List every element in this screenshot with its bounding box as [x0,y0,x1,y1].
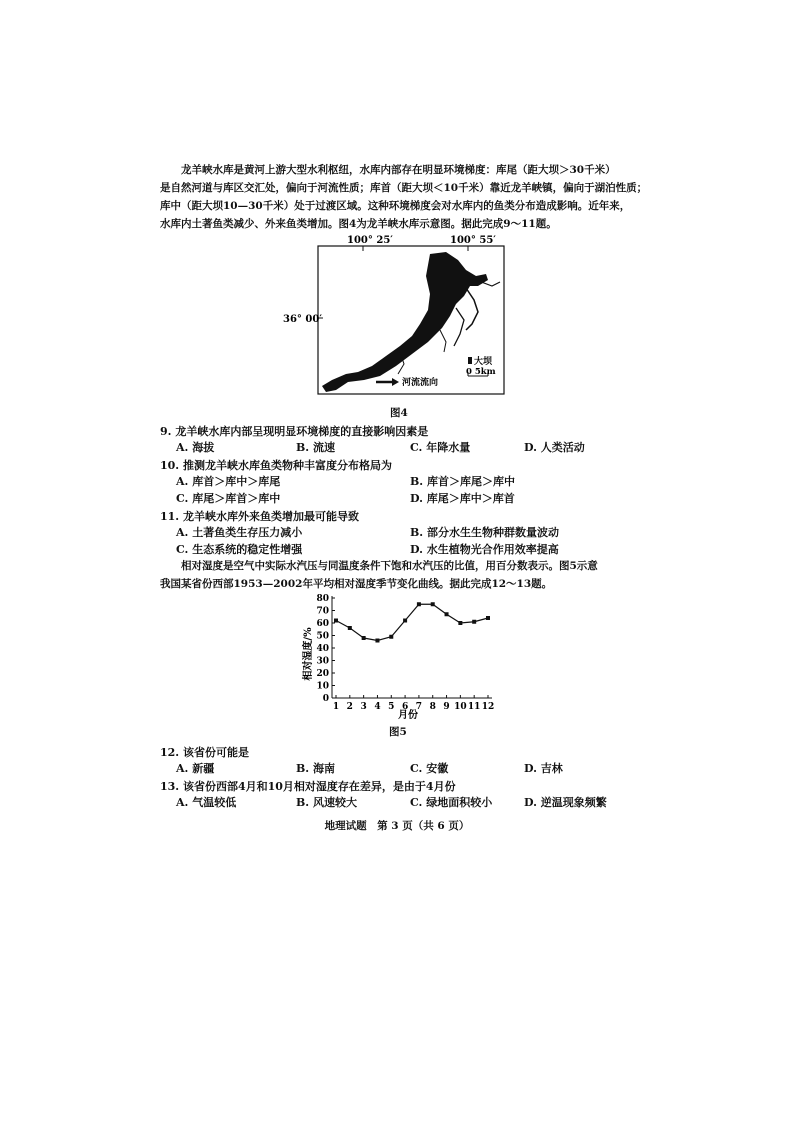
q11-option-d: D. 水生植物光合作用效率提高 [410,543,559,556]
chart-y-tick-label: 10 [316,681,329,692]
q13-option-b: B. 风速较大 [296,796,357,809]
q10-option-a: A. 库首＞库中＞库尾 [176,475,281,488]
q13-option-a: A. 气温较低 [176,796,237,809]
chart-series-line [336,604,488,640]
q11-option-a: A. 土著鱼类生存压力减小 [176,526,303,539]
dam-legend-label: 大坝 [474,357,493,367]
chart-data-point [403,619,407,623]
passage-line: 我国某省份西部1953—2002年平均相对湿度季节变化曲线。据此完成12～13题。 [160,578,553,590]
chart-data-point [472,620,476,624]
q9-option-d: D. 人类活动 [524,441,585,454]
question-11-stem: 11. 龙羊峡水库外来鱼类增加最可能导致 [160,510,359,523]
chart-data-point [431,602,435,606]
longitude-label-left: 100° 25′ [347,235,393,246]
q9-option-c: C. 年降水量 [410,441,471,454]
passage-humidity [160,557,640,593]
question-12-stem: 12. 该省份可能是 [160,746,249,759]
chart-y-tick-label: 20 [316,669,329,679]
q10-option-b: B. 库首＞库尾＞库中 [410,475,515,488]
chart-x-tick-label: 10 [454,702,467,712]
q11-option-b: B. 部分水生生物种群数量波动 [410,526,559,539]
dam-legend-icon [468,357,472,364]
chart-data-point [389,635,393,639]
chart-y-tick-label: 80 [316,594,329,604]
question-9-stem: 9. 龙羊峡水库内部呈现明显环境梯度的直接影响因素是 [160,425,429,438]
chart-y-tick-label: 50 [316,631,329,642]
q9-option-b: B. 流速 [296,441,335,454]
passage-line: 相对湿度是空气中实际水汽压与同温度条件下饱和水汽压的比值，用百分数表示。图5示意 [181,560,598,572]
humidity-chart [298,590,498,722]
chart-y-tick-label: 40 [316,644,329,654]
chart-data-point [417,602,421,606]
q9-option-a: A. 海拔 [176,441,215,454]
chart-x-axis-label: 月份 [398,710,418,721]
passage-line: 库中（距大坝10—30千米）处于过渡区域。这种环境梯度会对水库内的鱼类分布造成影响。近年来， [160,200,631,212]
chart-y-tick-label: 0 [322,694,329,704]
q13-option-c: C. 绿地面积较小 [410,796,493,809]
chart-x-tick-label: 2 [346,702,353,712]
chart-x-tick-label: 9 [443,702,450,712]
longitude-label-right: 100° 55′ [450,235,496,246]
page-footer: 地理试题 第 3 页（共 6 页） [324,820,470,832]
chart-data-point [334,619,338,623]
chart-marks [334,602,490,642]
chart-x-tick-label: 12 [481,702,495,712]
chart-axes [316,594,494,712]
chart-x-tick-label: 8 [429,702,436,712]
q12-option-a: A. 新疆 [176,762,215,775]
chart-data-point [375,639,379,643]
chart-x-tick-label: 1 [332,702,340,712]
passage-reservoir [160,161,648,233]
q12-option-b: B. 海南 [296,762,335,775]
question-10-stem: 10. 推测龙羊峡水库鱼类物种丰富度分布格局为 [160,459,392,472]
latitude-label: 36° 00′ [283,314,322,325]
chart-data-point [458,621,462,625]
q12-option-c: C. 安徽 [410,762,449,775]
passage-line: 是自然河道与库区交汇处，偏向于河流性质；库首（距大坝＜10千米）靠近龙羊峡镇，偏向于湖泊性质； [160,182,648,194]
chart-x-tick-label: 3 [360,702,367,712]
chart-x-tick-label: 5 [388,702,395,712]
reservoir-map [280,230,520,410]
chart-x-tick-label: 4 [374,702,381,712]
passage-line: 龙羊峡水库是黄河上游大型水利枢纽，水库内部存在明显环境梯度：库尾（距大坝＞30千米） [181,164,616,176]
chart-data-point [486,616,490,620]
chart-y-axis-label: 相对湿度/% [303,627,314,681]
scale-bar-label: 0 5km [466,367,496,377]
chart-data-point [348,626,352,630]
flow-direction-label: 河流流向 [402,378,439,388]
q10-option-c: C. 库尾＞库首＞库中 [176,492,281,505]
chart-x-tick-label: 11 [467,702,481,712]
figure5-caption: 图5 [389,726,407,738]
q13-option-d: D. 逆温现象频繁 [524,796,607,809]
chart-data-point [362,636,366,640]
chart-x-tick-label: 7 [415,702,423,712]
chart-y-tick-label: 30 [316,656,329,667]
q10-option-d: D. 库尾＞库中＞库首 [410,492,515,505]
figure4-caption: 图4 [390,407,408,419]
passage-line: 水库内土著鱼类减少、外来鱼类增加。图4为龙羊峡水库示意图。据此完成9～11题。 [160,218,557,230]
question-13-stem: 13. 该省份西部4月和10月相对湿度存在差异，是由于4月份 [160,780,456,793]
q12-option-d: D. 吉林 [524,762,563,775]
chart-x-tick-label: 6 [401,702,409,712]
chart-y-tick-label: 60 [316,619,329,629]
chart-data-point [445,612,449,616]
q11-option-c: C. 生态系统的稳定性增强 [176,543,303,556]
chart-y-tick-label: 70 [316,606,329,617]
